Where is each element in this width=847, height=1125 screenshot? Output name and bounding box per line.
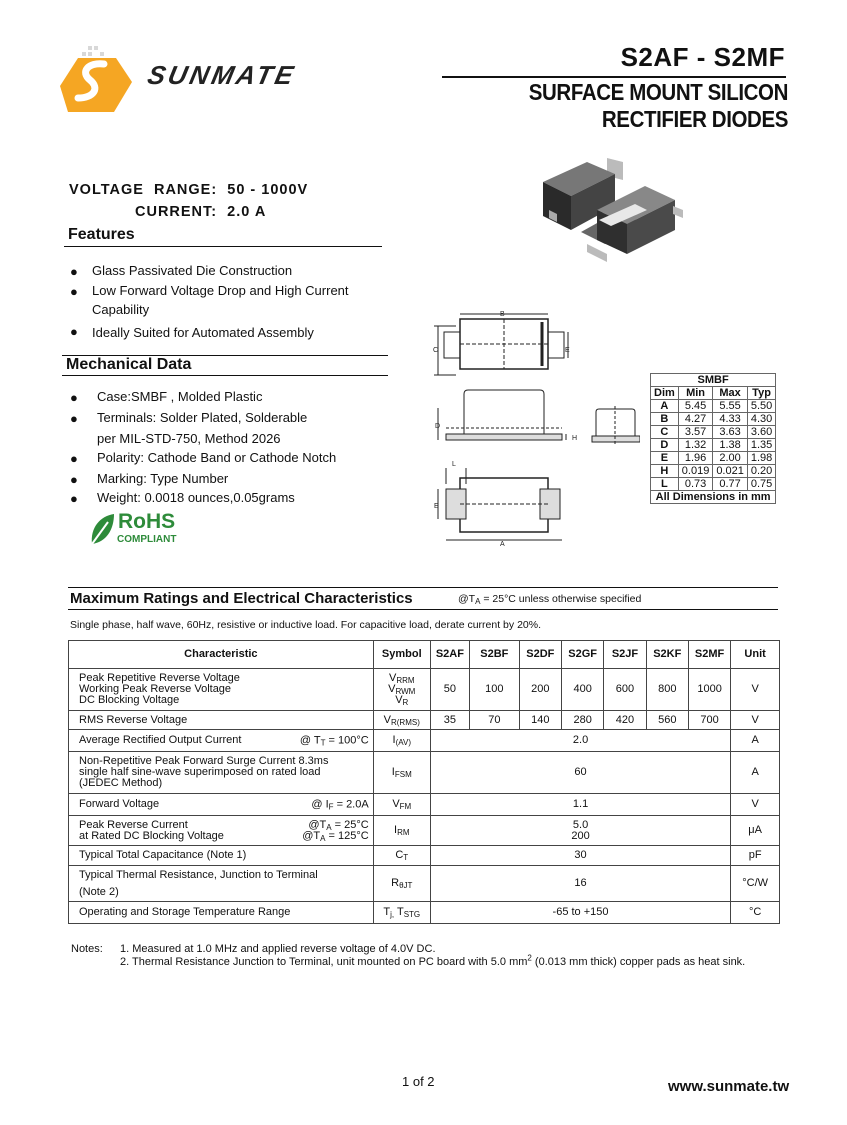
table-row — [69, 730, 780, 752]
value-cell: -65 to +150 — [430, 902, 730, 924]
package-photo-icon — [535, 148, 691, 264]
value-cell: 2.0 — [430, 730, 730, 752]
dim-cell: 1.32 — [678, 439, 713, 452]
bullet-icon: ● — [70, 324, 78, 339]
value-cell: 1000 — [688, 669, 730, 711]
dim-label-d: D — [435, 423, 441, 430]
rohs-compliant: COMPLIANT — [117, 534, 177, 545]
package-drawing — [426, 308, 586, 548]
dim-label-b: B — [500, 311, 505, 318]
table-row — [69, 711, 780, 730]
value-cell: 420 — [604, 711, 646, 730]
mechanical-heading: Mechanical Data — [66, 356, 192, 373]
dim-label-l: L — [452, 461, 456, 468]
mechanical-item: Terminals: Solder Plated, Solderable — [97, 410, 308, 425]
feature-item: Glass Passivated Die Construction — [92, 263, 293, 278]
dim-cell: 0.73 — [678, 478, 713, 491]
dim-cell: 0.019 — [678, 465, 713, 478]
table-header-row — [69, 641, 780, 669]
part-number-title: S2AF - S2MF — [620, 42, 785, 72]
characteristic-cell: RMS Reverse Voltage — [69, 711, 374, 730]
dim-cell: 4.27 — [678, 413, 713, 426]
column-header: S2KF — [646, 641, 688, 669]
dim-label-c: C — [433, 347, 439, 354]
features-heading: Features — [68, 226, 135, 243]
note-2: 2. Thermal Resistance Junction to Terminal, unit mounted on PC board with 5.0 $mm^2$ (0.013 mm thick) copper pads as heat sink. — [120, 953, 746, 968]
dim-header: Typ — [747, 387, 775, 400]
dim-cell: 5.55 — [713, 400, 748, 413]
dim-label-e: E — [565, 347, 570, 354]
brand-wordmark: SUNMATE — [144, 60, 299, 90]
dim-cell: L — [651, 478, 679, 491]
dim-row — [651, 452, 776, 465]
characteristic-cell: Forward Voltage @ $I_F = 2.0A$ — [69, 794, 374, 816]
dim-row — [651, 426, 776, 439]
characteristic-cell: Operating and Storage Temperature Range — [69, 902, 374, 924]
symbol-cell: $I_{FSM}$ — [373, 752, 430, 794]
dim-cell: 1.96 — [678, 452, 713, 465]
dim-cell: 1.38 — [713, 439, 748, 452]
mechanical-item: Polarity: Cathode Band or Cathode Notch — [97, 450, 337, 465]
unit-cell: V — [731, 669, 780, 711]
table-row — [69, 902, 780, 924]
dim-cell: 5.45 — [678, 400, 713, 413]
mechanical-item: Case:SMBF , Molded Plastic — [97, 389, 263, 404]
column-header: Characteristic — [69, 641, 374, 669]
unit-cell: μA — [731, 816, 780, 846]
value-cell: 600 — [604, 669, 646, 711]
dim-label-h: H — [572, 435, 578, 442]
value-cell: 70 — [469, 711, 519, 730]
characteristic-cell: Average Rectified Output Current @ $T_T = 100^\circ C$ — [69, 730, 374, 752]
value-cell: 35 — [430, 711, 469, 730]
unit-cell: °C — [731, 902, 780, 924]
dim-cell: 0.75 — [747, 478, 775, 491]
dim-header: Min — [678, 387, 713, 400]
dim-cell: H — [651, 465, 679, 478]
sunmate-logo-icon — [58, 46, 140, 116]
symbol-cell: $T_{j,}$ $T_{STG}$ — [373, 902, 430, 924]
feature-item: Ideally Suited for Automated Assembly — [92, 325, 314, 340]
dim-table-footer: All Dimensions in mm — [651, 491, 776, 504]
symbol-cell: $C_T$ — [373, 846, 430, 866]
dim-cell: D — [651, 439, 679, 452]
characteristic-cell: Non-Repetitive Peak Forward Surge Current 8.3ms single half sine-wave superimposed on rated load (JEDEC Method) — [69, 752, 374, 794]
dim-label-e2: E — [434, 503, 439, 510]
unit-cell: A — [731, 730, 780, 752]
characteristic-cell: Peak Repetitive Reverse Voltage Working Peak Reverse Voltage DC Blocking Voltage — [69, 669, 374, 711]
dim-row — [651, 465, 776, 478]
symbol-cell: $R_{\theta JT}$ — [373, 866, 430, 902]
value-cell: 50 — [430, 669, 469, 711]
value-cell: 140 — [519, 711, 561, 730]
dim-cell: E — [651, 452, 679, 465]
bullet-icon: ● — [70, 284, 78, 299]
unit-cell: °C/W — [731, 866, 780, 902]
dim-cell: 0.021 — [713, 465, 748, 478]
load-note: Single phase, half wave, 60Hz, resistive or inductive load. For capacitive load, derate current by 20%. — [70, 619, 541, 631]
bullet-icon: ● — [70, 491, 78, 506]
mechanical-divider — [62, 375, 388, 376]
dim-row — [651, 400, 776, 413]
current-rating: CURRENT: 2.0 A — [135, 204, 267, 220]
dim-cell: 4.30 — [747, 413, 775, 426]
dim-table-title: SMBF — [651, 374, 776, 387]
bullet-icon: ● — [70, 451, 78, 466]
column-header: S2GF — [562, 641, 604, 669]
feature-item: Low Forward Voltage Drop and High Current — [92, 283, 349, 298]
value-cell: 100 — [469, 669, 519, 711]
dim-cell: C — [651, 426, 679, 439]
unit-cell: V — [731, 794, 780, 816]
document-subtitle: SURFACE MOUNT SILICON RECTIFIER DIODES — [528, 80, 788, 133]
dim-row — [651, 478, 776, 491]
page-number: 1 of 2 — [402, 1074, 435, 1089]
dim-cell: 1.35 — [747, 439, 775, 452]
column-header: Unit — [731, 641, 780, 669]
symbol-cell: $V_{RRM}$ $V_{RWM}$ $V_R$ — [373, 669, 430, 711]
dim-cell: 0.77 — [713, 478, 748, 491]
bullet-icon: ● — [70, 411, 78, 426]
dim-cell: A — [651, 400, 679, 413]
column-header: S2MF — [688, 641, 730, 669]
column-header: S2BF — [469, 641, 519, 669]
dim-cell: 1.98 — [747, 452, 775, 465]
dim-cell: 3.57 — [678, 426, 713, 439]
feature-item: Capability — [92, 302, 150, 317]
dim-cell: 4.33 — [713, 413, 748, 426]
value-cell: 200 — [519, 669, 561, 711]
website-link[interactable]: www.sunmate.tw — [668, 1078, 790, 1095]
voltage-range: VOLTAGE RANGE: 50 - 1000V — [69, 182, 309, 198]
dim-cell: 3.63 — [713, 426, 748, 439]
unit-cell: V — [731, 711, 780, 730]
value-cell: 280 — [562, 711, 604, 730]
unit-cell: A — [731, 752, 780, 794]
max-ratings-heading: Maximum Ratings and Electrical Characteristics — [70, 590, 413, 607]
note-1: 1. Measured at 1.0 MHz and applied reverse voltage of 4.0V DC. — [120, 943, 436, 955]
notes-label: Notes: — [71, 943, 103, 955]
rohs-label: RoHS — [118, 510, 176, 533]
ratings-divider — [68, 609, 778, 610]
dim-cell: B — [651, 413, 679, 426]
bullet-icon: ● — [70, 472, 78, 487]
characteristic-cell: Typical Total Capacitance (Note 1) — [69, 846, 374, 866]
column-header: Symbol — [373, 641, 430, 669]
ratings-divider-top — [68, 587, 778, 588]
bullet-icon: ● — [70, 264, 78, 279]
value-cell: 400 — [562, 669, 604, 711]
unit-cell: pF — [731, 846, 780, 866]
value-cell: 1.1 — [430, 794, 730, 816]
dim-cell: 2.00 — [713, 452, 748, 465]
dimension-table — [650, 373, 776, 504]
rohs-leaf-icon — [88, 512, 116, 546]
table-row — [69, 866, 780, 902]
characteristic-cell: Peak Reverse Current $@T_A = 25^\circ C$ at Rated DC Blocking Voltage $@T_A = 125^\circ C$ — [69, 816, 374, 846]
value-cell: 60 — [430, 752, 730, 794]
title-divider — [442, 76, 786, 78]
dim-header: Dim — [651, 387, 679, 400]
value-cell: 700 — [688, 711, 730, 730]
symbol-cell: $I_{RM}$ — [373, 816, 430, 846]
max-ratings-condition: $@T_A = 25^\circ C$ unless otherwise specified — [458, 593, 642, 606]
dim-cell: 0.20 — [747, 465, 775, 478]
dim-label-a: A — [500, 541, 505, 548]
value-cell: 560 — [646, 711, 688, 730]
mechanical-item: Marking: Type Number — [97, 471, 229, 486]
mechanical-divider-top — [62, 355, 388, 356]
table-row — [69, 669, 780, 711]
symbol-cell: $I_{(AV)}$ — [373, 730, 430, 752]
value-cell: 5.0 200 — [430, 816, 730, 846]
features-divider — [64, 246, 382, 247]
bullet-icon: ● — [70, 390, 78, 405]
dim-row — [651, 439, 776, 452]
column-header: S2DF — [519, 641, 561, 669]
dim-header: Max — [713, 387, 748, 400]
symbol-cell: $V_{R(RMS)}$ — [373, 711, 430, 730]
table-row — [69, 816, 780, 846]
column-header: S2JF — [604, 641, 646, 669]
table-row — [69, 846, 780, 866]
dim-cell: 5.50 — [747, 400, 775, 413]
mechanical-item: Weight: 0.0018 ounces,0.05grams — [97, 490, 295, 505]
value-cell: 800 — [646, 669, 688, 711]
dim-row — [651, 413, 776, 426]
value-cell: 16 — [430, 866, 730, 902]
package-end-view — [590, 406, 640, 446]
characteristic-cell: Typical Thermal Resistance, Junction to Terminal (Note 2) — [69, 866, 374, 902]
mechanical-item: per MIL-STD-750, Method 2026 — [97, 431, 281, 446]
table-row — [69, 752, 780, 794]
characteristics-table — [68, 640, 780, 924]
symbol-cell: $V_{FM}$ — [373, 794, 430, 816]
value-cell: 30 — [430, 846, 730, 866]
table-row — [69, 794, 780, 816]
column-header: S2AF — [430, 641, 469, 669]
dim-cell: 3.60 — [747, 426, 775, 439]
